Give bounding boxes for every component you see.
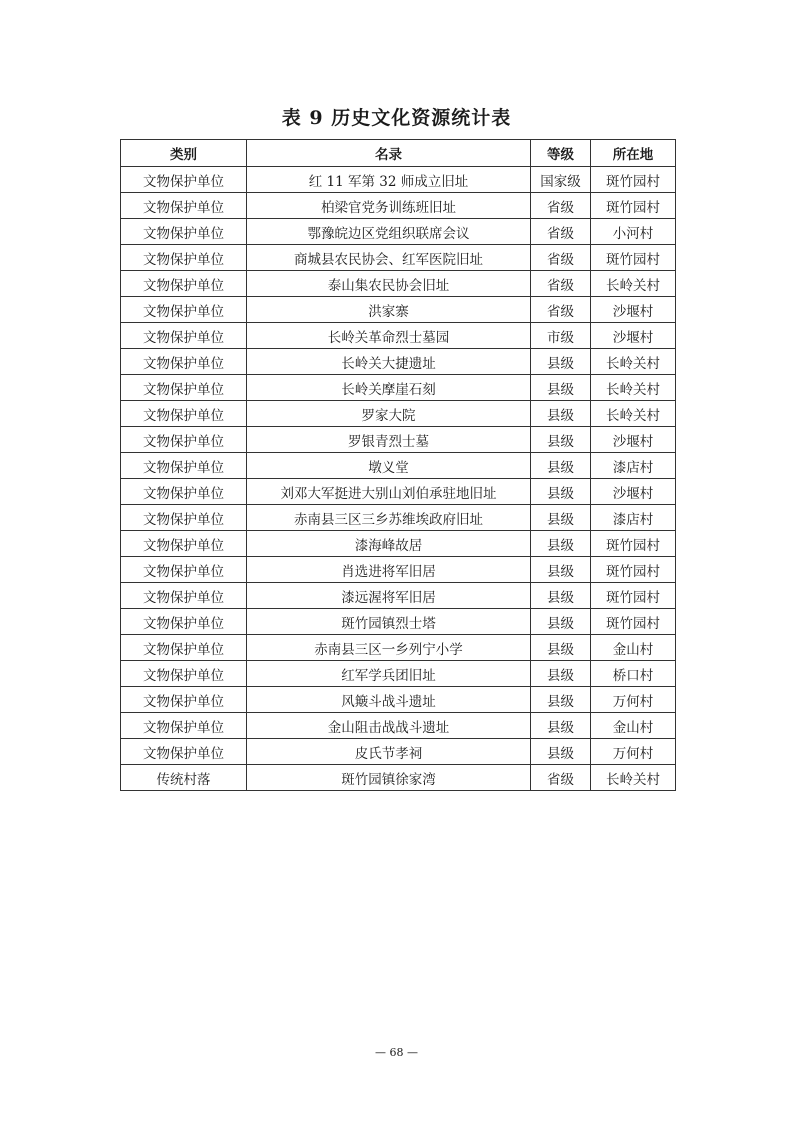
cell-category: 文物保护单位	[121, 583, 247, 609]
cell-level: 市级	[531, 323, 591, 349]
cell-category: 文物保护单位	[121, 193, 247, 219]
cell-level: 省级	[531, 193, 591, 219]
cell-level: 县级	[531, 375, 591, 401]
cell-name: 漆远渥将军旧居	[247, 583, 531, 609]
cell-category: 传统村落	[121, 765, 247, 791]
table-row	[121, 427, 676, 453]
cell-level: 县级	[531, 661, 591, 687]
table-row	[121, 765, 676, 791]
cell-name: 金山阻击战战斗遗址	[247, 713, 531, 739]
table-row	[121, 297, 676, 323]
cell-location: 漆店村	[591, 505, 676, 531]
cell-category: 文物保护单位	[121, 609, 247, 635]
table-row	[121, 349, 676, 375]
cell-location: 金山村	[591, 635, 676, 661]
cell-category: 文物保护单位	[121, 219, 247, 245]
cell-category: 文物保护单位	[121, 661, 247, 687]
cell-name: 皮氏节孝祠	[247, 739, 531, 765]
cell-category: 文物保护单位	[121, 505, 247, 531]
cell-name: 刘邓大军挺进大别山刘伯承驻地旧址	[247, 479, 531, 505]
cell-category: 文物保护单位	[121, 739, 247, 765]
page-title: 表 9 历史文化资源统计表	[281, 107, 512, 129]
cell-category: 文物保护单位	[121, 167, 247, 193]
table-row	[121, 271, 676, 297]
cell-category: 文物保护单位	[121, 557, 247, 583]
cell-category: 文物保护单位	[121, 453, 247, 479]
cell-category: 文物保护单位	[121, 297, 247, 323]
cell-level: 省级	[531, 297, 591, 323]
cell-name: 柏梁官党务训练班旧址	[247, 193, 531, 219]
cell-category: 文物保护单位	[121, 271, 247, 297]
cell-location: 长岭关村	[591, 375, 676, 401]
cell-level: 县级	[531, 427, 591, 453]
cell-name: 长岭关摩崖石刻	[247, 375, 531, 401]
cell-name: 红军学兵团旧址	[247, 661, 531, 687]
table-row	[121, 531, 676, 557]
cell-name: 赤南县三区三乡苏维埃政府旧址	[247, 505, 531, 531]
cell-level: 省级	[531, 219, 591, 245]
cell-level: 县级	[531, 583, 591, 609]
cell-location: 万何村	[591, 687, 676, 713]
cell-location: 长岭关村	[591, 271, 676, 297]
cell-name: 赤南县三区一乡列宁小学	[247, 635, 531, 661]
cell-level: 县级	[531, 635, 591, 661]
cell-location: 沙堰村	[591, 297, 676, 323]
table-row	[121, 583, 676, 609]
cell-name: 漆海峰故居	[247, 531, 531, 557]
cell-level: 县级	[531, 713, 591, 739]
cell-name: 商城县农民协会、红军医院旧址	[247, 245, 531, 271]
cell-name: 肖选进将军旧居	[247, 557, 531, 583]
cell-category: 文物保护单位	[121, 349, 247, 375]
cell-level: 省级	[531, 765, 591, 791]
cell-location: 斑竹园村	[591, 583, 676, 609]
cell-name: 罗银青烈士墓	[247, 427, 531, 453]
cell-level: 县级	[531, 531, 591, 557]
cell-location: 斑竹园村	[591, 193, 676, 219]
cell-name: 洪家寨	[247, 297, 531, 323]
cell-category: 文物保护单位	[121, 479, 247, 505]
table-header-row	[121, 140, 676, 167]
cell-name: 泰山集农民协会旧址	[247, 271, 531, 297]
cell-category: 文物保护单位	[121, 245, 247, 271]
cell-category: 文物保护单位	[121, 635, 247, 661]
table-row	[121, 323, 676, 349]
cell-location: 桥口村	[591, 661, 676, 687]
cell-location: 金山村	[591, 713, 676, 739]
header-location: 所在地	[591, 140, 676, 167]
table-row	[121, 167, 676, 193]
header-level: 等级	[531, 140, 591, 167]
cell-level: 县级	[531, 349, 591, 375]
cell-name: 长岭关革命烈士墓园	[247, 323, 531, 349]
table-row	[121, 557, 676, 583]
table-row	[121, 479, 676, 505]
cell-level: 县级	[531, 687, 591, 713]
cell-level: 县级	[531, 401, 591, 427]
cell-location: 长岭关村	[591, 765, 676, 791]
cell-location: 斑竹园村	[591, 609, 676, 635]
cell-level: 省级	[531, 271, 591, 297]
cell-name: 红 11 军第 32 师成立旧址	[247, 167, 531, 193]
table-row	[121, 193, 676, 219]
cell-level: 县级	[531, 609, 591, 635]
table-row	[121, 635, 676, 661]
cell-location: 斑竹园村	[591, 531, 676, 557]
cell-location: 万何村	[591, 739, 676, 765]
cell-category: 文物保护单位	[121, 375, 247, 401]
cell-location: 漆店村	[591, 453, 676, 479]
cell-category: 文物保护单位	[121, 687, 247, 713]
cell-level: 县级	[531, 453, 591, 479]
table-row	[121, 401, 676, 427]
resource-table	[120, 139, 676, 791]
cell-category: 文物保护单位	[121, 531, 247, 557]
cell-level: 县级	[531, 557, 591, 583]
cell-level: 县级	[531, 479, 591, 505]
cell-location: 沙堰村	[591, 427, 676, 453]
cell-name: 斑竹园镇烈士塔	[247, 609, 531, 635]
cell-location: 沙堰村	[591, 479, 676, 505]
cell-level: 省级	[531, 245, 591, 271]
cell-category: 文物保护单位	[121, 713, 247, 739]
table-row	[121, 609, 676, 635]
cell-location: 沙堰村	[591, 323, 676, 349]
cell-name: 墩义堂	[247, 453, 531, 479]
cell-category: 文物保护单位	[121, 401, 247, 427]
table-row	[121, 375, 676, 401]
cell-location: 斑竹园村	[591, 167, 676, 193]
cell-category: 文物保护单位	[121, 323, 247, 349]
cell-level: 县级	[531, 739, 591, 765]
table-row	[121, 739, 676, 765]
cell-location: 长岭关村	[591, 401, 676, 427]
table-row	[121, 453, 676, 479]
page-number: — 68 —	[375, 1046, 418, 1059]
header-category: 类别	[121, 140, 247, 167]
table-row	[121, 505, 676, 531]
cell-name: 长岭关大捷遗址	[247, 349, 531, 375]
table-row	[121, 219, 676, 245]
table-row	[121, 713, 676, 739]
cell-name: 风簸斗战斗遗址	[247, 687, 531, 713]
cell-level: 县级	[531, 505, 591, 531]
cell-category: 文物保护单位	[121, 427, 247, 453]
table-row	[121, 661, 676, 687]
cell-name: 罗家大院	[247, 401, 531, 427]
cell-location: 斑竹园村	[591, 557, 676, 583]
table-row	[121, 245, 676, 271]
cell-name: 斑竹园镇徐家湾	[247, 765, 531, 791]
cell-location: 小河村	[591, 219, 676, 245]
cell-location: 斑竹园村	[591, 245, 676, 271]
cell-level: 国家级	[531, 167, 591, 193]
table-body	[121, 167, 676, 791]
cell-name: 鄂豫皖边区党组织联席会议	[247, 219, 531, 245]
table-row	[121, 687, 676, 713]
header-name: 名录	[247, 140, 531, 167]
cell-location: 长岭关村	[591, 349, 676, 375]
